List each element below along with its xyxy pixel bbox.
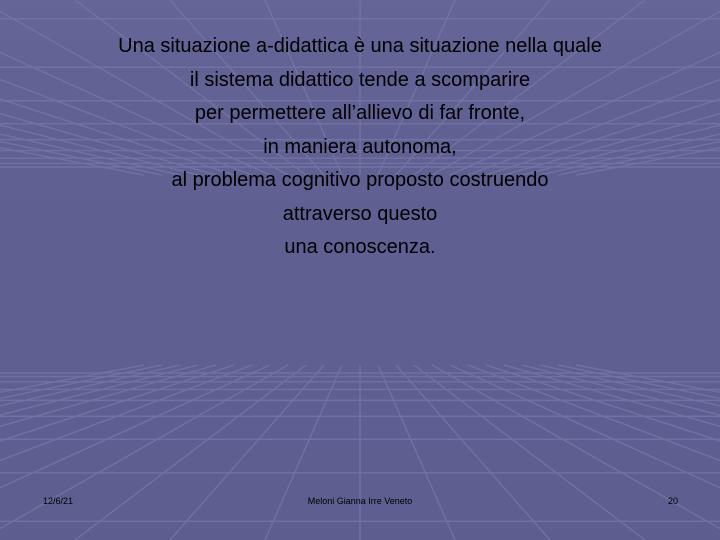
footer-date: 12/6/21 bbox=[43, 496, 74, 506]
body-line-5: al problema cognitivo proposto costruendo bbox=[171, 169, 549, 191]
footer-page-number: 20 bbox=[667, 496, 678, 506]
body-line-3: per permettere all’allievo di far fronte, bbox=[194, 102, 526, 124]
footer-author: Meloni Gianna Irre Veneto bbox=[307, 496, 413, 506]
slide-body-text bbox=[40, 30, 680, 265]
body-line-2: il sistema didattico tende a scomparire bbox=[189, 68, 531, 91]
body-line-6: attraverso questo bbox=[282, 202, 438, 225]
body-line-7: una conoscenza. bbox=[284, 236, 436, 258]
body-line-4: in maniera autonoma, bbox=[263, 135, 457, 158]
body-line-1: Una situazione a-didattica è una situazione nella quale bbox=[118, 35, 602, 57]
